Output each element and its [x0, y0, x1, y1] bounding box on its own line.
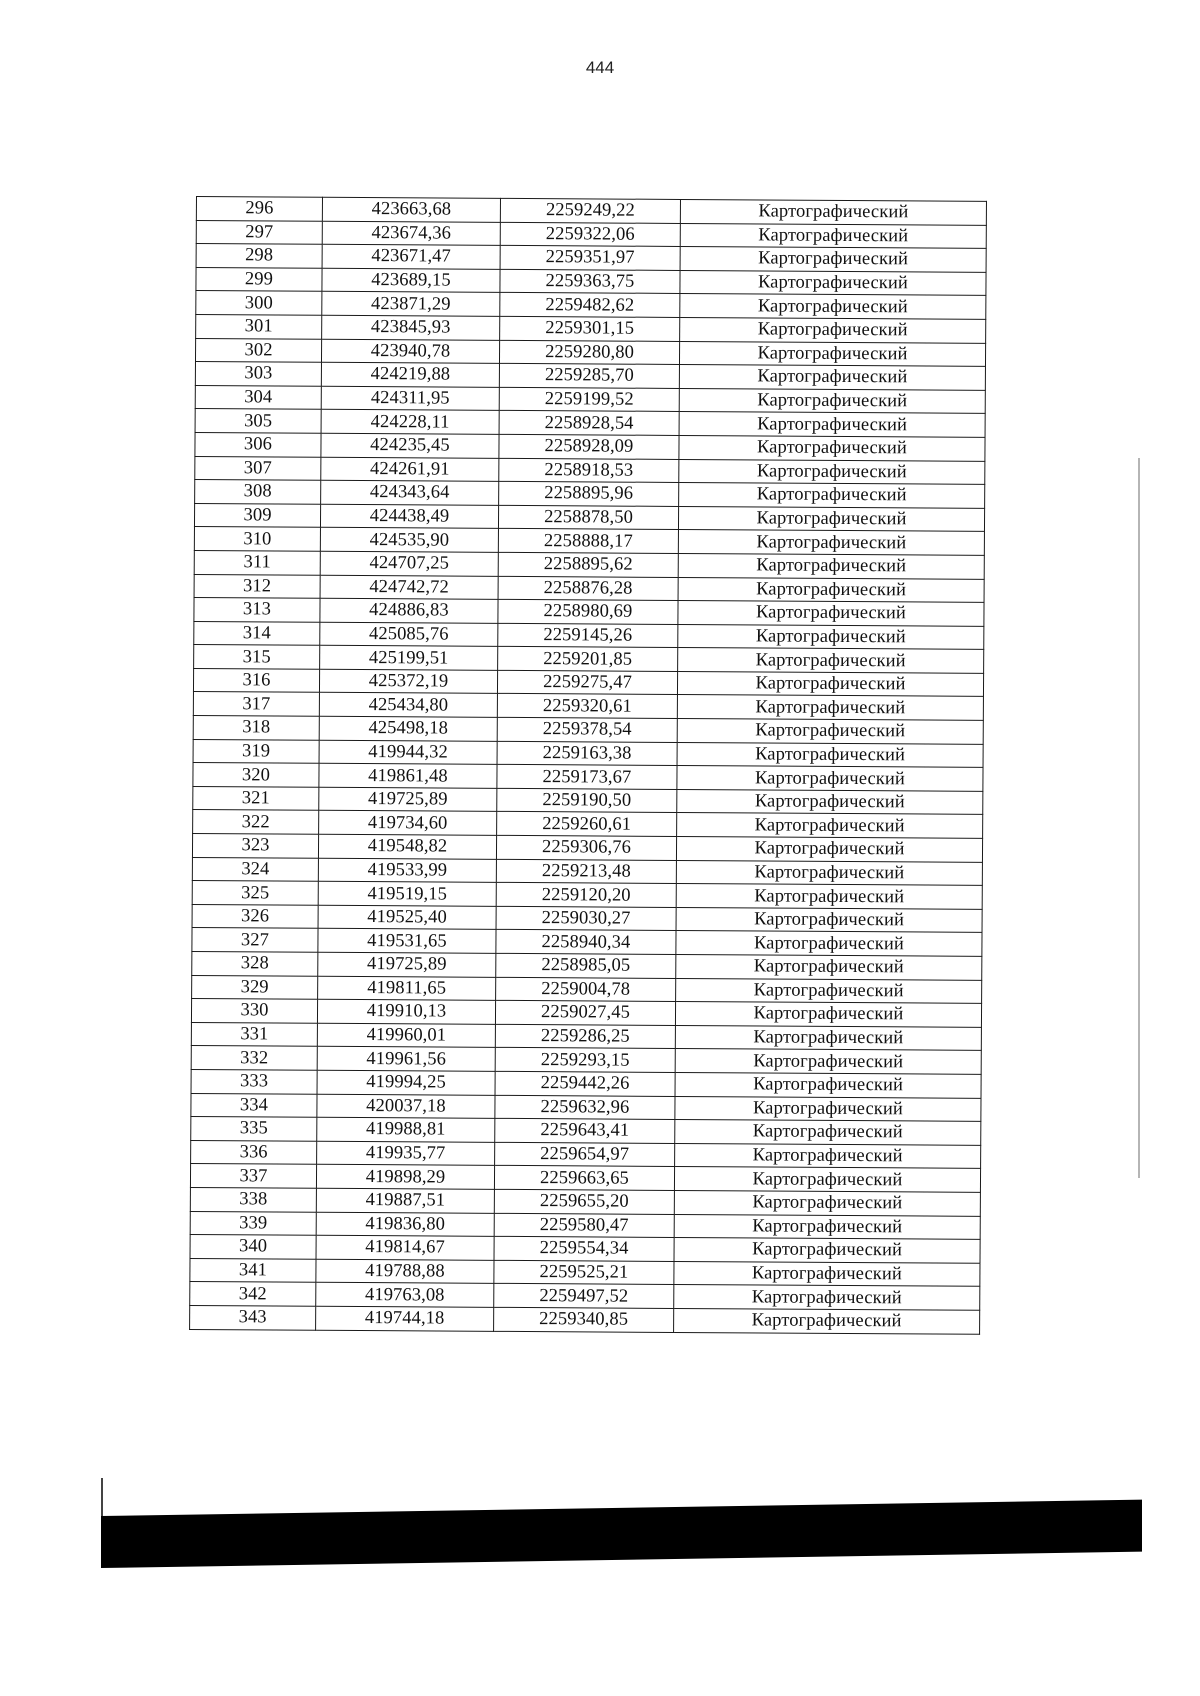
y-coordinate-cell: 2259643,41: [495, 1118, 675, 1143]
y-coordinate-cell: 2258918,53: [499, 458, 679, 483]
point-number-cell: 340: [190, 1235, 316, 1259]
method-cell: Картографический: [678, 577, 984, 602]
x-coordinate-cell: 419814,67: [316, 1235, 494, 1260]
y-coordinate-cell: 2259145,26: [498, 623, 678, 648]
y-coordinate-cell: 2259580,47: [494, 1213, 674, 1238]
y-coordinate-cell: 2259322,06: [500, 222, 680, 247]
method-cell: Картографический: [677, 671, 983, 696]
method-cell: Картографический: [676, 836, 982, 861]
method-cell: Картографический: [680, 270, 986, 295]
x-coordinate-cell: 425434,80: [319, 693, 497, 718]
y-coordinate-cell: 2259525,21: [494, 1260, 674, 1285]
x-coordinate-cell: 419548,82: [318, 834, 496, 859]
point-number-cell: 314: [194, 621, 320, 645]
y-coordinate-cell: 2259363,75: [500, 269, 680, 294]
point-number-cell: 315: [194, 645, 320, 669]
y-coordinate-cell: 2259286,25: [495, 1024, 675, 1049]
y-coordinate-cell: 2259190,50: [497, 788, 677, 813]
x-coordinate-cell: 424535,90: [320, 528, 498, 553]
x-coordinate-cell: 419811,65: [318, 976, 496, 1001]
method-cell: Картографический: [680, 294, 986, 319]
point-number-cell: 319: [193, 739, 319, 763]
method-cell: Картографический: [675, 1002, 981, 1027]
point-number-cell: 343: [190, 1305, 316, 1329]
x-coordinate-cell: 420037,18: [317, 1094, 495, 1119]
point-number-cell: 322: [193, 810, 319, 834]
method-cell: Картографический: [675, 1096, 981, 1121]
x-coordinate-cell: 423845,93: [322, 315, 500, 340]
method-cell: Картографический: [675, 1143, 981, 1168]
method-cell: Картографический: [676, 860, 982, 885]
y-coordinate-cell: 2259442,26: [495, 1071, 675, 1096]
point-number-cell: 323: [192, 834, 318, 858]
method-cell: Картографический: [679, 459, 985, 484]
point-number-cell: 306: [195, 432, 321, 456]
method-cell: Картографический: [678, 553, 984, 578]
point-number-cell: 335: [191, 1117, 317, 1141]
method-cell: Картографический: [677, 742, 983, 767]
method-cell: Картографический: [679, 435, 985, 460]
y-coordinate-cell: 2259201,85: [498, 647, 678, 672]
method-cell: Картографический: [675, 1049, 981, 1074]
point-number-cell: 334: [191, 1093, 317, 1117]
method-cell: Картографический: [674, 1167, 980, 1192]
method-cell: Картографический: [675, 1025, 981, 1050]
y-coordinate-cell: 2259340,85: [494, 1307, 674, 1332]
x-coordinate-cell: 419988,81: [317, 1117, 495, 1142]
point-number-cell: 331: [191, 1022, 317, 1046]
page-number: 444: [585, 58, 615, 77]
point-number-cell: 304: [195, 385, 321, 409]
x-coordinate-cell: 419519,15: [318, 881, 496, 906]
x-coordinate-cell: 419994,25: [317, 1070, 495, 1095]
x-coordinate-cell: 423671,47: [322, 244, 500, 269]
x-coordinate-cell: 425498,18: [319, 716, 497, 741]
point-number-cell: 321: [193, 786, 319, 810]
point-number-cell: 338: [190, 1187, 316, 1211]
scan-edge-line: [1138, 458, 1140, 1178]
point-number-cell: 309: [194, 503, 320, 527]
x-coordinate-cell: 419898,29: [316, 1165, 494, 1190]
point-number-cell: 330: [191, 999, 317, 1023]
method-cell: Картографический: [677, 719, 983, 744]
x-coordinate-cell: 423674,36: [322, 221, 500, 246]
x-coordinate-cell: 424343,64: [321, 480, 499, 505]
x-coordinate-cell: 425372,19: [319, 669, 497, 694]
x-coordinate-cell: 424707,25: [320, 551, 498, 576]
point-number-cell: 327: [192, 928, 318, 952]
point-number-cell: 301: [196, 314, 322, 338]
x-coordinate-cell: 419531,65: [318, 929, 496, 954]
x-coordinate-cell: 419935,77: [317, 1141, 495, 1166]
point-number-cell: 302: [195, 338, 321, 362]
y-coordinate-cell: 2259655,20: [494, 1189, 674, 1214]
method-cell: Картографический: [677, 813, 983, 838]
method-cell: Картографический: [678, 648, 984, 673]
coordinates-table: [189, 196, 987, 1334]
point-number-cell: 296: [196, 197, 322, 221]
coordinates-table-container: [189, 196, 986, 1334]
y-coordinate-cell: 2259306,76: [496, 835, 676, 860]
point-number-cell: 333: [191, 1069, 317, 1093]
point-number-cell: 313: [194, 598, 320, 622]
y-coordinate-cell: 2258928,09: [499, 434, 679, 459]
method-cell: Картографический: [680, 317, 986, 342]
scan-black-bar: [101, 1500, 1142, 1568]
x-coordinate-cell: 424886,83: [320, 598, 498, 623]
x-coordinate-cell: 419533,99: [318, 858, 496, 883]
method-cell: Картографический: [676, 884, 982, 909]
x-coordinate-cell: 424742,72: [320, 575, 498, 600]
y-coordinate-cell: 2259654,97: [495, 1142, 675, 1167]
x-coordinate-cell: 423871,29: [322, 292, 500, 317]
method-cell: Картографический: [674, 1238, 980, 1263]
point-number-cell: 308: [195, 480, 321, 504]
method-cell: Картографический: [677, 789, 983, 814]
x-coordinate-cell: 424261,91: [321, 457, 499, 482]
x-coordinate-cell: 419525,40: [318, 905, 496, 930]
coordinates-table-body: [190, 197, 987, 1334]
y-coordinate-cell: 2258940,34: [496, 930, 676, 955]
point-number-cell: 316: [193, 668, 319, 692]
y-coordinate-cell: 2258985,05: [496, 953, 676, 978]
y-coordinate-cell: 2259554,34: [494, 1236, 674, 1261]
point-number-cell: 299: [196, 267, 322, 291]
x-coordinate-cell: 419961,56: [317, 1047, 495, 1072]
method-cell: Картографический: [674, 1261, 980, 1286]
x-coordinate-cell: 419836,80: [316, 1212, 494, 1237]
x-coordinate-cell: 419861,48: [319, 764, 497, 789]
x-coordinate-cell: 425199,51: [320, 646, 498, 671]
method-cell: Картографический: [674, 1214, 980, 1239]
method-cell: Картографический: [674, 1190, 980, 1215]
method-cell: Картографический: [680, 247, 986, 272]
point-number-cell: 337: [190, 1164, 316, 1188]
method-cell: Картографический: [676, 978, 982, 1003]
point-number-cell: 328: [192, 951, 318, 975]
y-coordinate-cell: 2259285,70: [499, 364, 679, 389]
y-coordinate-cell: 2259030,27: [496, 906, 676, 931]
point-number-cell: 325: [192, 881, 318, 905]
y-coordinate-cell: 2258888,17: [498, 529, 678, 554]
method-cell: Картографический: [678, 506, 984, 531]
y-coordinate-cell: 2259004,78: [496, 977, 676, 1002]
y-coordinate-cell: 2259213,48: [496, 859, 676, 884]
point-number-cell: 320: [193, 763, 319, 787]
x-coordinate-cell: 419960,01: [317, 1023, 495, 1048]
method-cell: Картографический: [676, 931, 982, 956]
y-coordinate-cell: 2259378,54: [497, 717, 677, 742]
point-number-cell: 341: [190, 1258, 316, 1282]
x-coordinate-cell: 425085,76: [320, 622, 498, 647]
method-cell: Картографический: [675, 1072, 981, 1097]
x-coordinate-cell: 423663,68: [322, 197, 500, 222]
y-coordinate-cell: 2259199,52: [499, 387, 679, 412]
x-coordinate-cell: 419763,08: [316, 1283, 494, 1308]
y-coordinate-cell: 2259163,38: [497, 741, 677, 766]
x-coordinate-cell: 419887,51: [316, 1188, 494, 1213]
point-number-cell: 329: [192, 975, 318, 999]
x-coordinate-cell: 419725,89: [318, 952, 496, 977]
y-coordinate-cell: 2259320,61: [497, 694, 677, 719]
y-coordinate-cell: 2258895,62: [498, 552, 678, 577]
y-coordinate-cell: 2259351,97: [500, 246, 680, 271]
x-coordinate-cell: 424228,11: [321, 410, 499, 435]
method-cell: Картографический: [680, 199, 986, 224]
x-coordinate-cell: 419734,60: [319, 811, 497, 836]
y-coordinate-cell: 2259482,62: [500, 293, 680, 318]
x-coordinate-cell: 419788,88: [316, 1259, 494, 1284]
y-coordinate-cell: 2259027,45: [495, 1001, 675, 1026]
point-number-cell: 318: [193, 716, 319, 740]
y-coordinate-cell: 2259280,80: [499, 340, 679, 365]
table-row: [190, 1305, 980, 1333]
method-cell: Картографический: [680, 223, 986, 248]
point-number-cell: 339: [190, 1211, 316, 1235]
y-coordinate-cell: 2259497,52: [494, 1284, 674, 1309]
point-number-cell: 310: [194, 527, 320, 551]
y-coordinate-cell: 2259293,15: [495, 1048, 675, 1073]
y-coordinate-cell: 2258876,28: [498, 576, 678, 601]
method-cell: Картографический: [679, 341, 985, 366]
y-coordinate-cell: 2258928,54: [499, 411, 679, 436]
x-coordinate-cell: 424438,49: [320, 504, 498, 529]
x-coordinate-cell: 423940,78: [321, 339, 499, 364]
point-number-cell: 311: [194, 550, 320, 574]
y-coordinate-cell: 2259260,61: [497, 812, 677, 837]
method-cell: Картографический: [674, 1308, 980, 1333]
x-coordinate-cell: 423689,15: [322, 268, 500, 293]
point-number-cell: 298: [196, 244, 322, 268]
point-number-cell: 342: [190, 1282, 316, 1306]
point-number-cell: 324: [192, 857, 318, 881]
method-cell: Картографический: [674, 1285, 980, 1310]
y-coordinate-cell: 2259301,15: [500, 316, 680, 341]
x-coordinate-cell: 419725,89: [319, 787, 497, 812]
x-coordinate-cell: 424219,88: [321, 362, 499, 387]
method-cell: Картографический: [675, 1120, 981, 1145]
method-cell: Картографический: [679, 483, 985, 508]
point-number-cell: 332: [191, 1046, 317, 1070]
method-cell: Картографический: [676, 907, 982, 932]
method-cell: Картографический: [679, 365, 985, 390]
method-cell: Картографический: [678, 601, 984, 626]
point-number-cell: 326: [192, 904, 318, 928]
point-number-cell: 336: [191, 1140, 317, 1164]
method-cell: Картографический: [677, 695, 983, 720]
method-cell: Картографический: [676, 954, 982, 979]
x-coordinate-cell: 419910,13: [317, 999, 495, 1024]
point-number-cell: 300: [196, 291, 322, 315]
method-cell: Картографический: [678, 624, 984, 649]
x-coordinate-cell: 419944,32: [319, 740, 497, 765]
y-coordinate-cell: 2259632,96: [495, 1095, 675, 1120]
point-number-cell: 305: [195, 409, 321, 433]
y-coordinate-cell: 2259663,65: [494, 1166, 674, 1191]
point-number-cell: 297: [196, 220, 322, 244]
y-coordinate-cell: 2259249,22: [500, 198, 680, 223]
x-coordinate-cell: 424235,45: [321, 433, 499, 458]
point-number-cell: 307: [195, 456, 321, 480]
x-coordinate-cell: 424311,95: [321, 386, 499, 411]
method-cell: Картографический: [678, 530, 984, 555]
y-coordinate-cell: 2258895,96: [499, 481, 679, 506]
y-coordinate-cell: 2258980,69: [498, 599, 678, 624]
method-cell: Картографический: [677, 766, 983, 791]
y-coordinate-cell: 2258878,50: [498, 505, 678, 530]
method-cell: Картографический: [679, 388, 985, 413]
point-number-cell: 317: [193, 692, 319, 716]
method-cell: Картографический: [679, 412, 985, 437]
y-coordinate-cell: 2259173,67: [497, 765, 677, 790]
point-number-cell: 312: [194, 574, 320, 598]
y-coordinate-cell: 2259275,47: [497, 670, 677, 695]
x-coordinate-cell: 419744,18: [316, 1306, 494, 1331]
y-coordinate-cell: 2259120,20: [496, 883, 676, 908]
point-number-cell: 303: [195, 362, 321, 386]
